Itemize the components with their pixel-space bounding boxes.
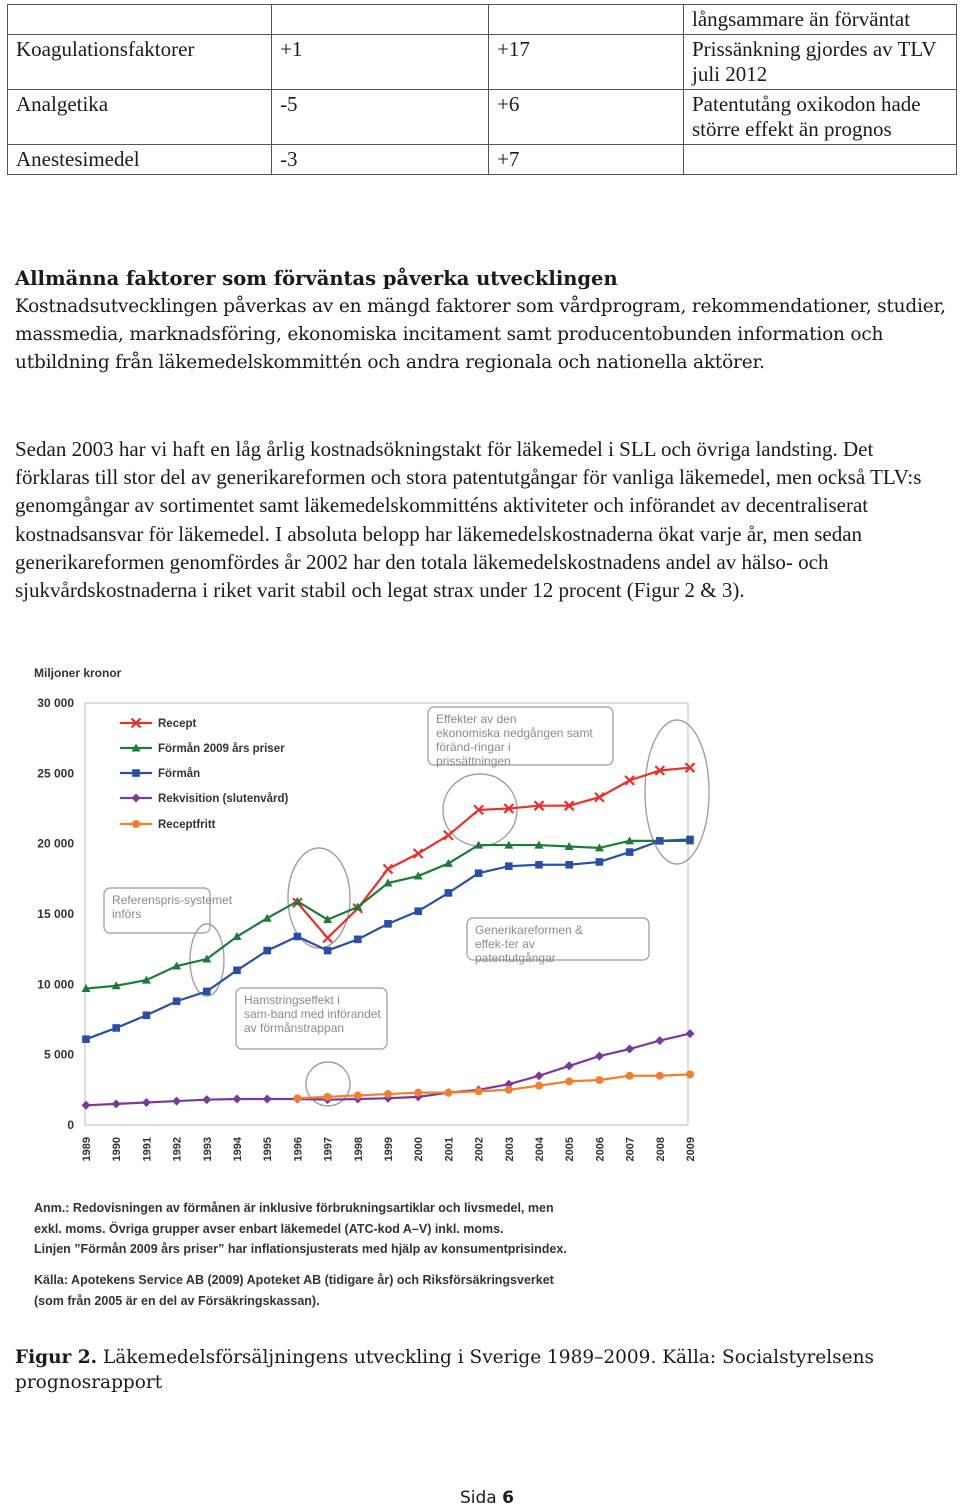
y-tick-label: 30 000 bbox=[37, 696, 74, 710]
annotation-text: Hamstringseffekt i sam-band med införandet av förmånstrappan bbox=[244, 993, 381, 1035]
data-point bbox=[82, 1035, 90, 1043]
x-tick-label: 1989 bbox=[81, 1137, 93, 1162]
value-cell-b: +6 bbox=[489, 90, 684, 145]
data-point bbox=[686, 836, 694, 844]
x-tick-label: 2005 bbox=[564, 1137, 577, 1162]
x-tick-label: 1997 bbox=[322, 1137, 335, 1162]
drug-group-cell: Koagulationsfaktorer bbox=[8, 35, 272, 90]
x-tick-label: 1996 bbox=[292, 1137, 305, 1162]
annotation-text: Effekter av den ekonomiska nedgången samt föränd-ringar i prissättningen bbox=[436, 712, 593, 768]
data-point bbox=[625, 1045, 634, 1054]
chart-note-line: exkl. moms. Övriga grupper avser enbart läkemedel (ATC-kod A–V) inkl. moms. bbox=[34, 1222, 504, 1236]
x-tick-label: 2009 bbox=[685, 1137, 697, 1162]
value-cell-b bbox=[489, 5, 684, 35]
data-point bbox=[142, 1098, 151, 1107]
data-point bbox=[655, 1036, 664, 1045]
x-tick-label: 2006 bbox=[594, 1137, 607, 1162]
data-point bbox=[444, 831, 453, 840]
legend-marker bbox=[132, 769, 140, 777]
data-point bbox=[233, 932, 242, 940]
data-point bbox=[323, 933, 332, 942]
y-tick-label: 5 000 bbox=[43, 1047, 74, 1062]
data-point bbox=[173, 997, 181, 1005]
data-point bbox=[233, 966, 241, 974]
data-point bbox=[656, 837, 664, 845]
data-point bbox=[475, 1087, 483, 1095]
y-tick-label: 10 000 bbox=[37, 977, 74, 992]
legend-label: Rekvisition (slutenvård) bbox=[158, 793, 289, 805]
legend-marker bbox=[132, 794, 141, 803]
annotation-text: Generikareformen & effek-ter av patentutgångar bbox=[475, 923, 584, 965]
data-point bbox=[384, 864, 393, 873]
y-tick-label: 0 bbox=[67, 1118, 74, 1132]
table-row bbox=[8, 90, 957, 145]
y-tick-label: 20 000 bbox=[37, 836, 74, 851]
x-tick-label: 2000 bbox=[413, 1137, 426, 1162]
legend-label: Recept bbox=[158, 718, 197, 730]
data-point bbox=[565, 1061, 574, 1070]
y-axis-label: Miljoner kronor bbox=[34, 666, 122, 680]
data-point bbox=[595, 1076, 603, 1084]
chart-note-line: Anm.: Redovisningen av förmånen är inklusive förbrukningsartiklar och livsmedel, men bbox=[34, 1201, 554, 1215]
drug-sales-chart bbox=[20, 660, 720, 1320]
value-cell-a: +1 bbox=[272, 35, 489, 90]
data-point bbox=[565, 861, 573, 869]
data-point bbox=[82, 1101, 91, 1110]
data-point bbox=[354, 1091, 362, 1099]
comment-cell: långsammare än förväntat bbox=[684, 5, 957, 35]
x-tick-label: 2001 bbox=[443, 1137, 456, 1162]
x-tick-label: 2004 bbox=[534, 1137, 546, 1162]
table-row bbox=[8, 35, 957, 90]
x-tick-label: 1991 bbox=[141, 1137, 154, 1162]
page-number: 6 bbox=[502, 1488, 514, 1508]
data-point bbox=[263, 914, 272, 922]
x-tick-label: 2007 bbox=[624, 1137, 637, 1162]
x-tick-label: 1994 bbox=[232, 1137, 244, 1162]
data-point bbox=[535, 1082, 543, 1090]
comment-cell: Patentutång oxikodon hade större effekt än prognos bbox=[684, 90, 957, 145]
data-point bbox=[444, 1089, 452, 1097]
data-point bbox=[263, 1094, 272, 1103]
drug-group-cell bbox=[8, 5, 272, 35]
data-point bbox=[686, 1070, 694, 1078]
data-point bbox=[354, 936, 362, 944]
legend-label: Receptfritt bbox=[158, 819, 216, 831]
x-tick-label: 1992 bbox=[171, 1137, 184, 1162]
data-point bbox=[324, 947, 332, 955]
data-point bbox=[172, 1097, 181, 1106]
y-tick-label: 25 000 bbox=[37, 766, 74, 781]
drug-group-cell: Analgetika bbox=[8, 90, 272, 145]
legend-marker bbox=[132, 820, 140, 828]
data-point bbox=[414, 1089, 422, 1097]
data-point bbox=[112, 1099, 121, 1108]
data-point bbox=[565, 1077, 573, 1085]
data-point bbox=[294, 933, 302, 941]
data-point bbox=[384, 920, 392, 928]
chart-note-line: (som från 2005 är en del av Försäkringskassan). bbox=[34, 1294, 320, 1308]
data-point bbox=[595, 1052, 604, 1061]
caption-label: Figur 2. bbox=[15, 1347, 98, 1368]
value-cell-b: +17 bbox=[489, 35, 684, 90]
data-point bbox=[233, 1094, 242, 1103]
data-point bbox=[384, 1090, 392, 1098]
data-point bbox=[444, 859, 453, 867]
annotation-text: Referenspris-systemet införs bbox=[112, 893, 233, 921]
data-point bbox=[596, 858, 604, 866]
data-point bbox=[505, 1086, 513, 1094]
paragraph-factors: Kostnadsutvecklingen påverkas av en mängd faktorer som vårdprogram, rekommendationer, studier, massmedia, marknadsföring, ekonomiska incitament samt producentobunden information och utbildning från läkemedelskommittén och andra regionala och nationella aktörer. bbox=[15, 296, 946, 373]
x-tick-label: 1998 bbox=[352, 1137, 365, 1162]
data-point bbox=[143, 1011, 151, 1019]
drug-group-cell: Anestesimedel bbox=[8, 145, 272, 175]
value-cell-a bbox=[272, 5, 489, 35]
x-tick-label: 1990 bbox=[111, 1137, 124, 1162]
x-tick-label: 1999 bbox=[383, 1137, 395, 1162]
table-row bbox=[8, 5, 957, 35]
data-point bbox=[626, 848, 634, 856]
table-row bbox=[8, 145, 957, 175]
data-point bbox=[626, 1072, 634, 1080]
data-point bbox=[475, 869, 483, 877]
data-point bbox=[656, 1072, 664, 1080]
x-tick-label: 1993 bbox=[201, 1137, 214, 1162]
data-point bbox=[324, 1093, 332, 1101]
value-cell-a: -3 bbox=[272, 145, 489, 175]
data-point bbox=[686, 1029, 695, 1038]
data-point bbox=[203, 988, 211, 996]
figure-caption bbox=[15, 1345, 950, 1395]
value-cell-a: -5 bbox=[272, 90, 489, 145]
caption-text: Läkemedelsförsäljningens utveckling i Sverige 1989–2009. Källa: Socialstyrelsens prognosrapport bbox=[15, 1347, 875, 1393]
drug-cost-table bbox=[7, 4, 957, 175]
chart-note-line: Linjen ”Förmån 2009 års priser” har inflationsjusterats med hjälp av konsumentprisindex. bbox=[34, 1242, 567, 1256]
legend-label: Förmån 2009 års priser bbox=[158, 743, 285, 755]
data-point bbox=[263, 947, 271, 955]
x-tick-label: 2003 bbox=[503, 1137, 516, 1162]
comment-cell: Prissänkning gjordes av TLV juli 2012 bbox=[684, 35, 957, 90]
data-point bbox=[293, 1094, 301, 1102]
y-tick-label: 15 000 bbox=[37, 907, 74, 921]
value-cell-b: +7 bbox=[489, 145, 684, 175]
x-tick-label: 2002 bbox=[473, 1137, 486, 1162]
comment-cell bbox=[684, 145, 957, 175]
data-point bbox=[535, 1071, 544, 1080]
x-tick-label: 2008 bbox=[654, 1137, 667, 1162]
data-point bbox=[414, 849, 423, 858]
legend-label: Förmån bbox=[158, 768, 201, 780]
data-point bbox=[505, 862, 513, 870]
data-point bbox=[535, 861, 543, 869]
data-point bbox=[112, 1024, 120, 1032]
page-label: Sida bbox=[460, 1488, 497, 1508]
data-point bbox=[414, 907, 422, 915]
paragraph-cost-trend: Sedan 2003 har vi haft en låg årlig kostnadsökningstakt för läkemedel i SLL och övriga landsting. Det förklaras till stor del av generikareformen och stora patentutgångar för vanliga läkemedel, men också TLV:s genomgångar av sortimentet samt läkemedelskommitténs aktiviteter och införandet av decentraliserat kostnadsansvar för läkemedel. I absoluta belopp har läkemedelskostnaderna ökat varje år, men sedan generikareformen genomfördes år 2002 har den totala läkemedelskostnadens andel av hälso- och sjukvårdskostnaderna i riket varit stabil och legat strax under 12 procent (Figur 2 & 3). bbox=[15, 437, 922, 603]
x-tick-label: 1995 bbox=[262, 1137, 275, 1162]
page-footer bbox=[0, 1488, 960, 1508]
section-heading: Allmänna faktorer som förväntas påverka utvecklingen bbox=[15, 267, 618, 290]
data-point bbox=[202, 1095, 211, 1104]
data-point bbox=[445, 889, 453, 897]
chart-note-line: Källa: Apotekens Service AB (2009) Apoteket AB (tidigare år) och Riksförsäkringsverket bbox=[34, 1273, 554, 1287]
